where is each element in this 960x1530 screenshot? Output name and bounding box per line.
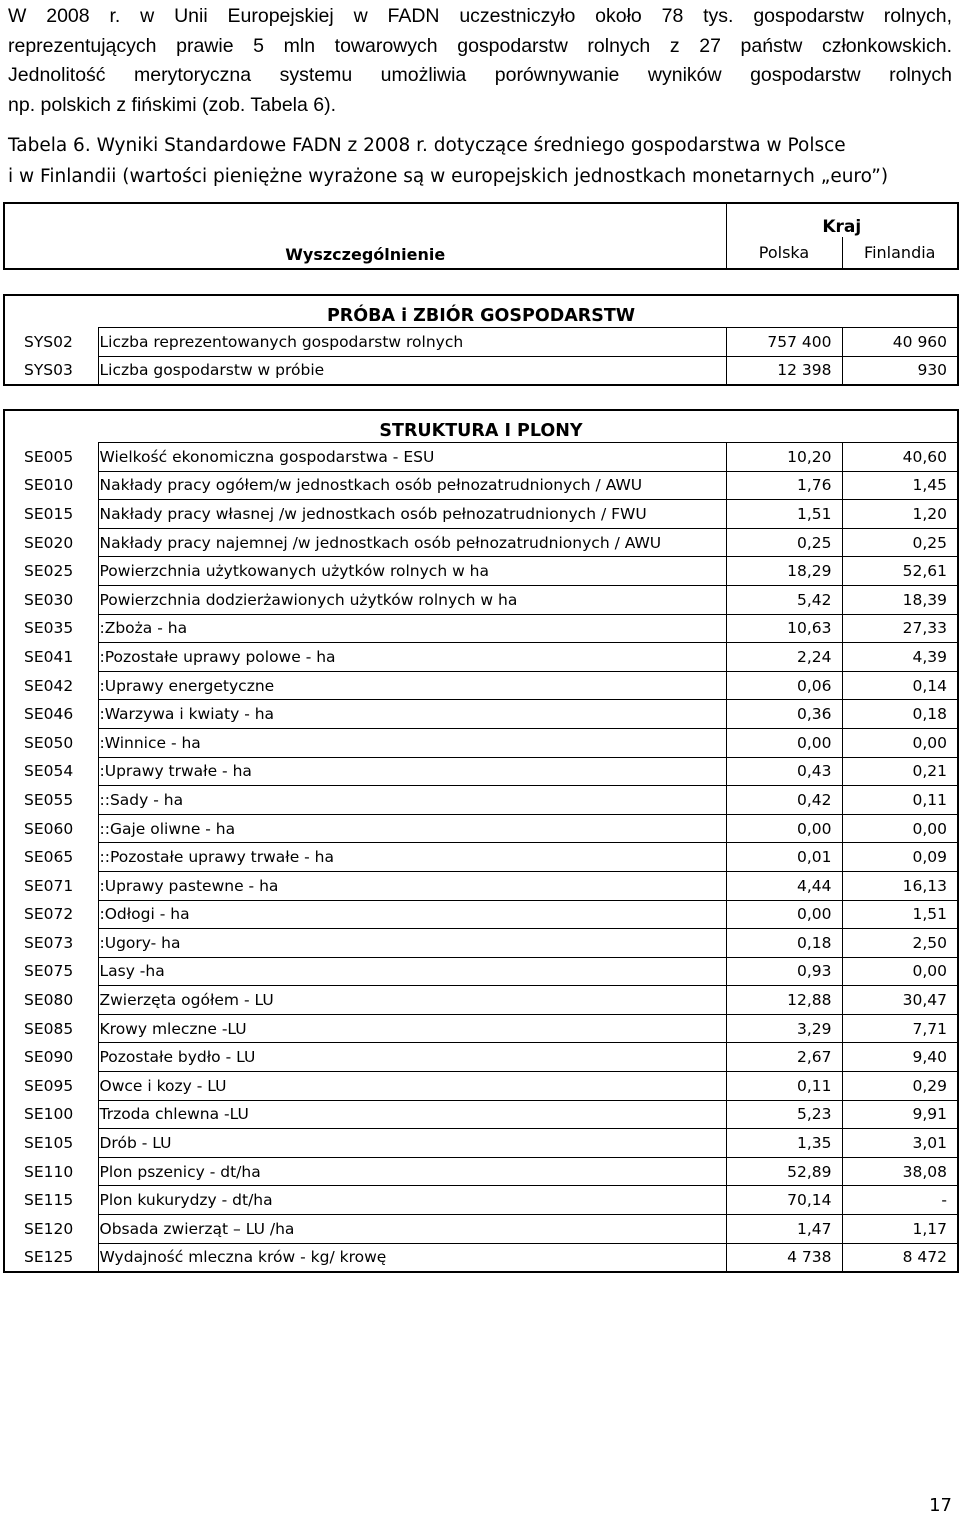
value-polska: 18,29: [726, 557, 842, 586]
value-finlandia: 0,25: [842, 528, 958, 557]
value-finlandia: 0,00: [842, 728, 958, 757]
intro-line: W 2008 r. w Unii Europejskiej w FADN uczestniczyło około 78 tys. gospodarstw rolnych,: [8, 5, 952, 27]
table-row: [4, 1100, 958, 1129]
table-row: [4, 1014, 958, 1043]
value-polska: 0,00: [726, 900, 842, 929]
intro-line: np. polskich z fińskimi (zob. Tabela 6).: [8, 93, 337, 116]
row-label: Nakłady pracy własnej /w jednostkach osób pełnozatrudnionych / FWU: [98, 500, 726, 529]
row-label: Obsada zwierząt – LU /ha: [98, 1215, 726, 1244]
table-row: [4, 356, 958, 385]
row-code: SE005: [24, 447, 74, 466]
caption-line: i w Finlandii (wartości pieniężne wyrażone są w europejskich jednostkach monetarnych „euro”): [8, 166, 889, 187]
row-label: Wydajność mleczna krów - kg/ krowę: [98, 1243, 726, 1272]
table-row: [4, 1072, 958, 1101]
value-finlandia: 18,39: [842, 585, 958, 614]
table-row: [4, 900, 958, 929]
value-finlandia: 0,18: [842, 700, 958, 729]
row-label: ::Sady - ha: [98, 786, 726, 815]
value-finlandia: 9,91: [842, 1100, 958, 1129]
value-finlandia: 1,51: [842, 900, 958, 929]
table-row: [4, 871, 958, 900]
value-finlandia: 7,71: [842, 1014, 958, 1043]
table-row: [4, 1215, 958, 1244]
row-label: :Zboża - ha: [98, 614, 726, 643]
row-label: Drób - LU: [98, 1129, 726, 1158]
intro-line: reprezentujących prawie 5 mln towarowych gospodarstw rolnych z 27 państw członkowskich.: [8, 34, 952, 57]
value-finlandia: 27,33: [842, 614, 958, 643]
row-code: SE060: [24, 819, 74, 838]
table-row: [4, 757, 958, 786]
row-code: SE025: [24, 562, 74, 581]
value-polska: 2,67: [726, 1043, 842, 1072]
value-polska: 52,89: [726, 1157, 842, 1186]
value-polska: 0,00: [726, 728, 842, 757]
value-polska: 0,93: [726, 957, 842, 986]
row-label: Nakłady pracy ogółem/w jednostkach osób pełnozatrudnionych / AWU: [98, 471, 726, 500]
table-row: [4, 986, 958, 1015]
table-row: [4, 957, 958, 986]
value-polska: 1,47: [726, 1215, 842, 1244]
value-polska: 3,29: [726, 1014, 842, 1043]
value-finlandia: 0,09: [842, 843, 958, 872]
row-code: SE020: [24, 533, 74, 552]
value-polska: 1,51: [726, 500, 842, 529]
value-polska: 1,76: [726, 471, 842, 500]
column-header-group: Kraj: [726, 203, 958, 237]
table-row: [4, 471, 958, 500]
table-row: [4, 843, 958, 872]
row-label: ::Gaje oliwne - ha: [98, 814, 726, 843]
table-caption: [8, 130, 956, 192]
value-finlandia: -: [842, 1186, 958, 1215]
value-finlandia: 1,17: [842, 1215, 958, 1244]
value-polska: 0,36: [726, 700, 842, 729]
row-label: Lasy -ha: [98, 957, 726, 986]
value-finlandia: 0,00: [842, 957, 958, 986]
table-row: [4, 643, 958, 672]
row-label: Zwierzęta ogółem - LU: [98, 986, 726, 1015]
value-finlandia: 1,20: [842, 500, 958, 529]
table-row: [4, 728, 958, 757]
row-code: SE042: [24, 676, 74, 695]
row-code: SE115: [24, 1191, 74, 1210]
value-finlandia: 30,47: [842, 986, 958, 1015]
column-header-finlandia: Finlandia: [842, 237, 958, 269]
value-finlandia: 16,13: [842, 871, 958, 900]
table-row: [4, 929, 958, 958]
value-finlandia: 9,40: [842, 1043, 958, 1072]
value-polska: 0,43: [726, 757, 842, 786]
row-code: SE065: [24, 848, 74, 867]
row-code: SE035: [24, 619, 74, 638]
row-code: SE125: [24, 1248, 74, 1267]
value-polska: 1,35: [726, 1129, 842, 1158]
value-finlandia: 0,11: [842, 786, 958, 815]
value-finlandia: 8 472: [842, 1243, 958, 1272]
value-polska: 0,00: [726, 814, 842, 843]
column-header-polska: Polska: [726, 237, 842, 269]
table-row: [4, 1157, 958, 1186]
row-code: SE085: [24, 1019, 74, 1038]
row-code: SE100: [24, 1105, 74, 1124]
value-polska: 10,63: [726, 614, 842, 643]
value-finlandia: 52,61: [842, 557, 958, 586]
row-label: Plon kukurydzy - dt/ha: [98, 1186, 726, 1215]
value-finlandia: 0,00: [842, 814, 958, 843]
row-code: SE010: [24, 476, 74, 495]
row-code: SE030: [24, 590, 74, 609]
value-polska: 0,01: [726, 843, 842, 872]
table-header: [3, 202, 959, 270]
value-finlandia: 0,29: [842, 1072, 958, 1101]
row-code: SE110: [24, 1162, 74, 1181]
table-row: [4, 557, 958, 586]
row-label: :Uprawy energetyczne: [98, 671, 726, 700]
row-code: SE090: [24, 1048, 74, 1067]
table-row: [4, 328, 958, 357]
section-table: [3, 294, 959, 386]
row-code: SYS02: [24, 332, 73, 351]
row-label: Trzoda chlewna -LU: [98, 1100, 726, 1129]
value-polska: 0,42: [726, 786, 842, 815]
value-polska: 0,25: [726, 528, 842, 557]
row-label: :Winnice - ha: [98, 728, 726, 757]
value-polska: 5,23: [726, 1100, 842, 1129]
table-row: [4, 1186, 958, 1215]
value-finlandia: 0,21: [842, 757, 958, 786]
row-code: SE105: [24, 1134, 74, 1153]
value-finlandia: 38,08: [842, 1157, 958, 1186]
value-polska: 0,11: [726, 1072, 842, 1101]
row-label: :Uprawy trwałe - ha: [98, 757, 726, 786]
row-code: SE075: [24, 962, 74, 981]
table-row: [4, 500, 958, 529]
value-finlandia: 40,60: [842, 443, 958, 472]
value-polska: 70,14: [726, 1186, 842, 1215]
page-number: 17: [929, 1495, 952, 1516]
intro-line: Jednolitość merytoryczna systemu umożliwia porównywanie wyników gospodarstw rolnych: [8, 64, 952, 86]
column-header-spec: Wyszczególnienie: [4, 203, 726, 269]
section-title: STRUKTURA I PLONY: [4, 410, 958, 443]
row-label: Plon pszenicy - dt/ha: [98, 1157, 726, 1186]
value-polska: 10,20: [726, 443, 842, 472]
value-polska: 12 398: [726, 356, 842, 385]
row-code: SE015: [24, 504, 74, 523]
value-finlandia: 0,14: [842, 671, 958, 700]
row-code: SE095: [24, 1076, 74, 1095]
intro-paragraph: [8, 2, 952, 120]
table-row: [4, 1243, 958, 1272]
row-label: Pozostałe bydło - LU: [98, 1043, 726, 1072]
row-label: Krowy mleczne -LU: [98, 1014, 726, 1043]
table-row: [4, 528, 958, 557]
row-label: :Pozostałe uprawy polowe - ha: [98, 643, 726, 672]
section-table: [3, 409, 959, 1273]
value-finlandia: 1,45: [842, 471, 958, 500]
value-finlandia: 4,39: [842, 643, 958, 672]
value-finlandia: 930: [842, 356, 958, 385]
row-code: SE072: [24, 905, 74, 924]
row-code: SE054: [24, 762, 74, 781]
value-finlandia: 40 960: [842, 328, 958, 357]
row-label: Wielkość ekonomiczna gospodarstwa - ESU: [98, 443, 726, 472]
row-code: SE055: [24, 790, 74, 809]
value-finlandia: 2,50: [842, 929, 958, 958]
row-label: :Odłogi - ha: [98, 900, 726, 929]
row-label: :Ugory- ha: [98, 929, 726, 958]
row-label: :Warzywa i kwiaty - ha: [98, 700, 726, 729]
row-label: :Uprawy pastewne - ha: [98, 871, 726, 900]
row-label: Powierzchnia dodzierżawionych użytków rolnych w ha: [98, 585, 726, 614]
table-row: [4, 585, 958, 614]
row-label: Liczba reprezentowanych gospodarstw rolnych: [98, 328, 726, 357]
value-polska: 0,06: [726, 671, 842, 700]
row-label: Powierzchnia użytkowanych użytków rolnych w ha: [98, 557, 726, 586]
row-label: ::Pozostałe uprawy trwałe - ha: [98, 843, 726, 872]
value-finlandia: 3,01: [842, 1129, 958, 1158]
row-code: SE073: [24, 933, 74, 952]
row-code: SE050: [24, 733, 74, 752]
row-label: Owce i kozy - LU: [98, 1072, 726, 1101]
table-row: [4, 1043, 958, 1072]
row-code: SE046: [24, 705, 74, 724]
table-row: [4, 786, 958, 815]
row-code: SE071: [24, 876, 74, 895]
row-code: SE041: [24, 647, 74, 666]
caption-line: Tabela 6. Wyniki Standardowe FADN z 2008 r. dotyczące średniego gospodarstwa w Polsce: [8, 135, 846, 156]
value-polska: 5,42: [726, 585, 842, 614]
row-code: SYS03: [24, 361, 73, 380]
table-row: [4, 1129, 958, 1158]
value-polska: 757 400: [726, 328, 842, 357]
value-polska: 4 738: [726, 1243, 842, 1272]
value-polska: 4,44: [726, 871, 842, 900]
table-row: [4, 671, 958, 700]
value-polska: 12,88: [726, 986, 842, 1015]
table-row: [4, 614, 958, 643]
table-row: [4, 814, 958, 843]
table-row: [4, 700, 958, 729]
row-code: SE120: [24, 1219, 74, 1238]
value-polska: 0,18: [726, 929, 842, 958]
row-label: Liczba gospodarstw w próbie: [98, 356, 726, 385]
row-label: Nakłady pracy najemnej /w jednostkach osób pełnozatrudnionych / AWU: [98, 528, 726, 557]
row-code: SE080: [24, 991, 74, 1010]
value-polska: 2,24: [726, 643, 842, 672]
section-title: PRÓBA i ZBIÓR GOSPODARSTW: [4, 295, 958, 328]
table-row: [4, 443, 958, 472]
